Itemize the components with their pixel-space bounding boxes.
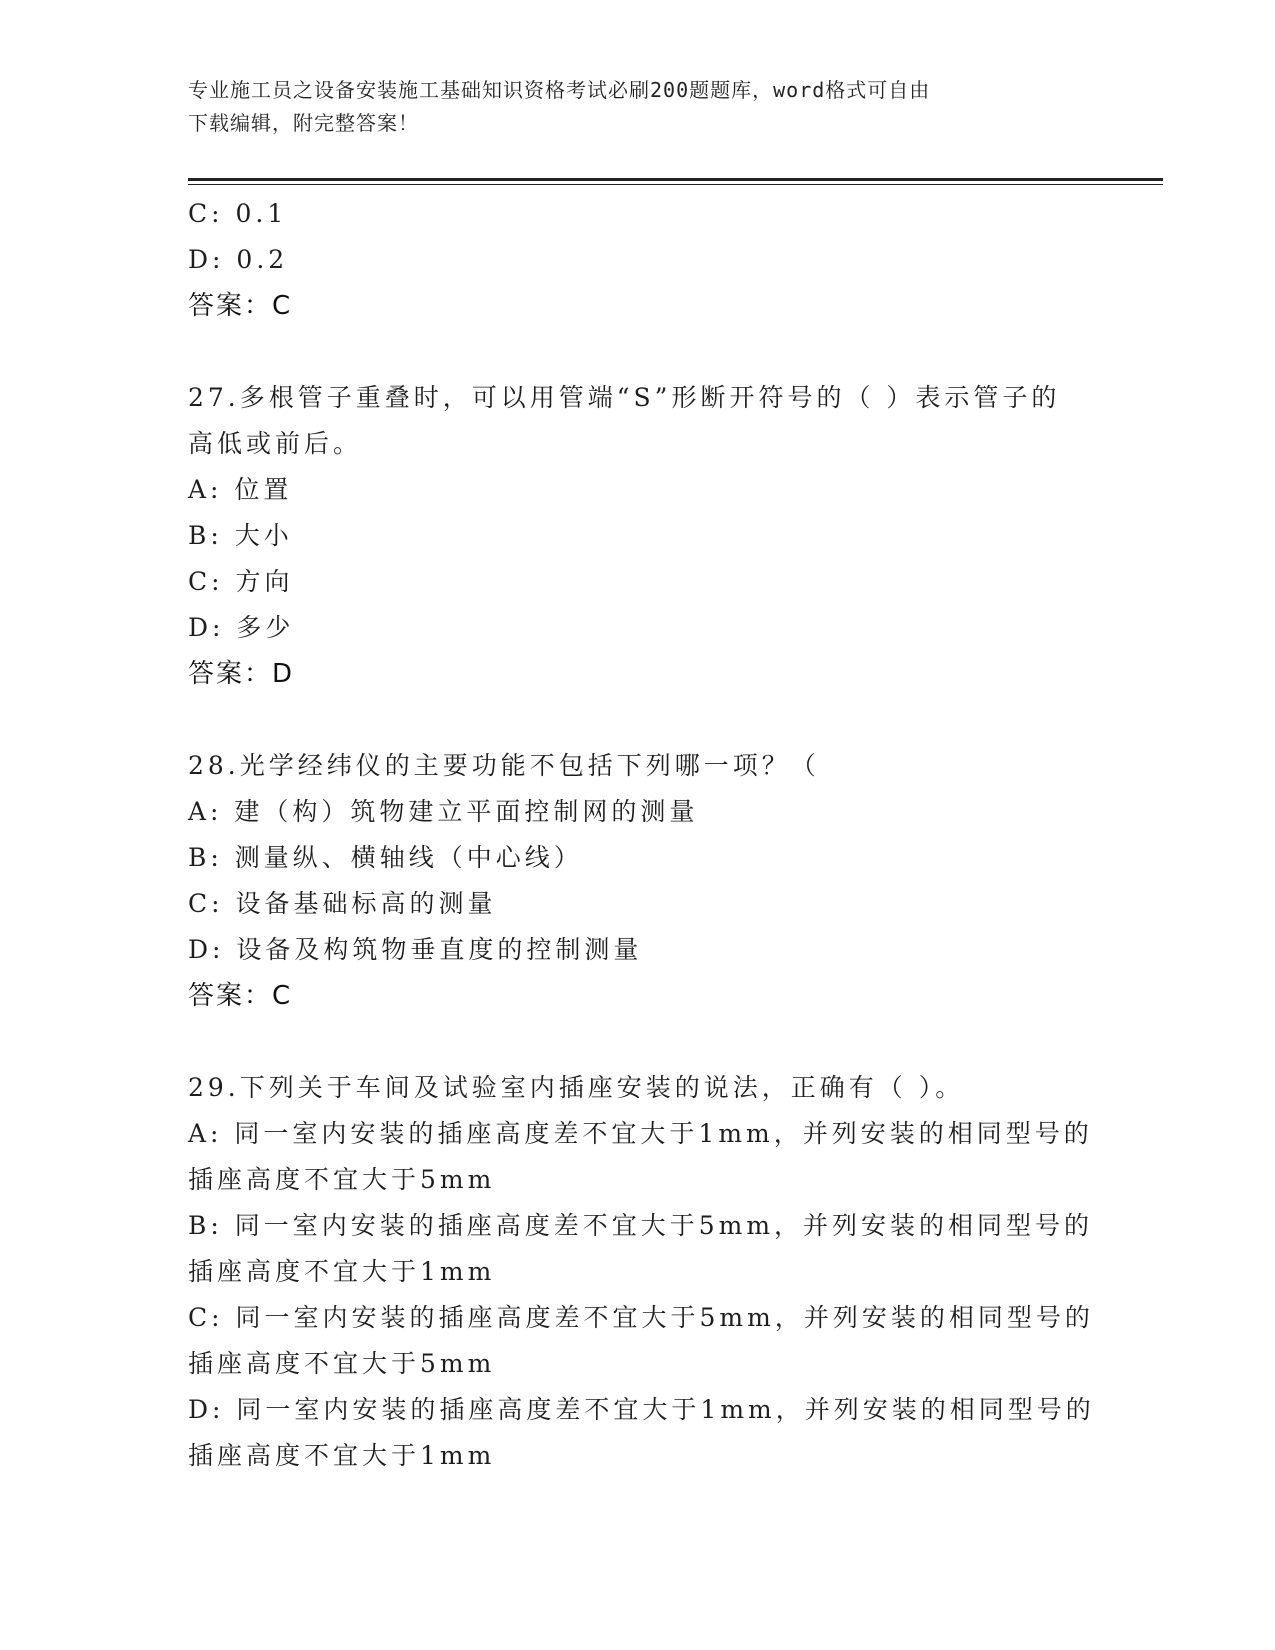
header-divider-thin [188,184,1163,185]
question-28 [188,743,1088,1019]
q26-option-c: C: 0.1 [188,199,288,228]
q26-option-d: D: 0.2 [188,245,289,274]
question-29 [188,1065,1095,1479]
q27-stem-line-1: 27.多根管子重叠时，可以用管端“S”形断开符号的（ ）表示管子的 [188,383,1061,412]
header-title-line-2: 下载编辑，附完整答案！ [188,111,419,135]
q26-answer: 答案：C [188,291,293,321]
q29-option-b-line-1: B: 同一室内安装的插座高度差不宜大于5mm，并列安装的相同型号的 [188,1211,1094,1240]
q29-option-c-line-1: C: 同一室内安装的插座高度差不宜大于5mm，并列安装的相同型号的 [188,1303,1094,1332]
q29-option-c-line-2: 插座高度不宜大于5mm [188,1349,496,1378]
q29-option-b-line-2: 插座高度不宜大于1mm [188,1257,496,1286]
q27-option-b: B: 大小 [188,521,293,550]
q29-option-d-line-1: D: 同一室内安装的插座高度差不宜大于1mm，并列安装的相同型号的 [188,1395,1095,1424]
q27-stem-line-2: 高低或前后。 [188,429,363,458]
q29-option-d-line-2: 插座高度不宜大于1mm [188,1441,496,1470]
header-title-line-1: 专业施工员之设备安装施工基础知识资格考试必刷200题题库，word格式可自由 [188,78,931,102]
q28-answer: 答案：C [188,981,293,1011]
q27-option-a: A: 位置 [188,475,293,504]
q27-answer: 答案：D [188,659,295,689]
spacer [188,697,1088,743]
q29-stem: 29.下列关于车间及试验室内插座安装的说法，正确有（ ）。 [188,1073,965,1102]
spacer [188,1019,1088,1065]
q29-option-a-line-2: 插座高度不宜大于5mm [188,1165,496,1194]
q28-stem: 28.光学经纬仪的主要功能不包括下列哪一项？（ [188,751,820,780]
q28-option-a: A: 建（构）筑物建立平面控制网的测量 [188,797,699,826]
q28-option-c: C: 设备基础标高的测量 [188,889,497,918]
document-header [188,74,1068,140]
question-26 [188,191,1088,329]
spacer [188,329,1088,375]
header-divider-thick [188,178,1163,181]
q28-option-b: B: 测量纵、横轴线（中心线） [188,843,583,872]
question-list [188,191,1095,1479]
q29-option-a-line-1: A: 同一室内安装的插座高度差不宜大于1mm，并列安装的相同型号的 [188,1119,1093,1148]
q28-option-d: D: 设备及构筑物垂直度的控制测量 [188,935,643,964]
question-27 [188,375,1088,697]
q27-option-c: C: 方向 [188,567,294,596]
q27-option-d: D: 多少 [188,613,295,642]
